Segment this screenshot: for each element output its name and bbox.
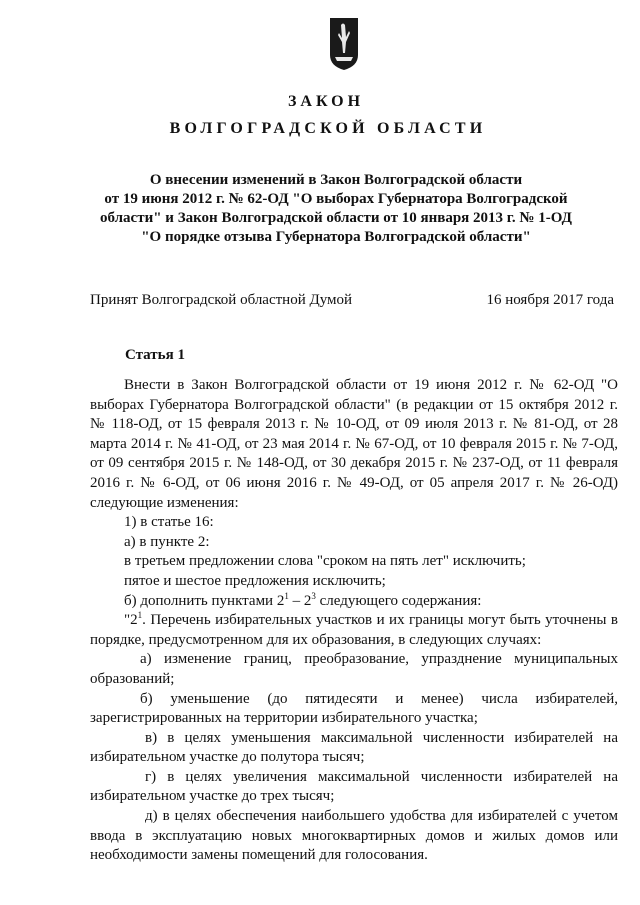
item-1: 1) в статье 16: [124,514,214,531]
item-b-suffix: следующего содержания: [315,592,482,609]
law-subject [60,171,612,247]
item-b [90,592,618,612]
article-title: Статья 1 [125,347,185,363]
subject-line: области" и Закон Волгоградской области от 10 января 2013 г. № 1-ОД [100,210,572,226]
case-b: б) уменьшение (до пятидесяти и менее) числа избирателей, зарегистрированных на территории избирательного участка; [90,690,618,727]
case-g: г) в целях увеличения максимальной численности избирателей на избирательном участке до трех тысяч; [90,768,618,805]
item-a: а) в пункте 2: [124,533,210,550]
item-b-sup1: 1 [284,590,289,601]
p21-sup: 1 [137,610,143,621]
coat-of-arms-icon [329,17,359,71]
subject-line: О внесении изменений в Закон Волгоградской области [149,172,523,188]
case-v: в) в целях уменьшения максимальной численности избирателей на избирательном участке до полутора тысяч; [90,729,618,766]
item-a-2: пятое и шестое предложения исключить; [124,572,386,589]
article-body [90,376,618,866]
paragraph-2-1 [90,611,618,650]
case-d: д) в целях обеспечения наибольшего удобства для избирателей с учетом ввода в эксплуатацию новых многоквартирных домов и жилых домов или необходимости замены помещений для голосования. [90,808,618,864]
p21-text: . Перечень избирательных участков и их границы могут быть уточнены в порядке, предусмотренном для их образования, в следующих случаях: [90,612,618,648]
law-heading: ЗАКОН [287,93,365,110]
subject-line: от 19 июня 2012 г. № 62-ОД "О выборах Губернатора Волгоградской [104,191,568,207]
region-heading: ВОЛГОГРАДСКОЙ ОБЛАСТИ [169,120,487,137]
item-b-sup2: 3 [311,590,316,601]
adopted-by: Принят Волгоградской областной Думой [90,292,353,308]
article-intro: Внести в Закон Волгоградской области от 19 июня 2012 г. № 62-ОД "О выборах Губернатора Волгоградской области" (в редакции от 15 октября 2012 г. № 118-ОД, от 15 февраля 2013 г. № 10-ОД, от 09 июля 2013 г. № 81-ОД, от 28 марта 2014 г. № 41-ОД, от 23 мая 2014 г. № 67-ОД, от 10 февраля 2015 г. № 7-ОД, от 09 сентября 2015 г. № 148-ОД, от 30 декабря 2015 г. № 237-ОД, от 11 февраля 2016 г. № 6-ОД, от 06 июня 2016 г. № 49-ОД, от 05 апреля 2017 г. № 26-ОД) следующие изменения: [90,377,618,511]
p21-prefix: "2 [124,612,138,629]
adoption-date: 16 ноября 2017 года [486,292,614,308]
item-a-1: в третьем предложении слова "сроком на пять лет" исключить; [124,553,526,570]
subject-line: "О порядке отзыва Губернатора Волгоградской области" [141,229,531,245]
item-b-prefix: б) дополнить пунктами 2 [124,592,285,609]
item-b-dash: – 2 [288,592,312,609]
case-a: а) изменение границ, преобразование, упразднение муниципальных образований; [90,651,618,687]
